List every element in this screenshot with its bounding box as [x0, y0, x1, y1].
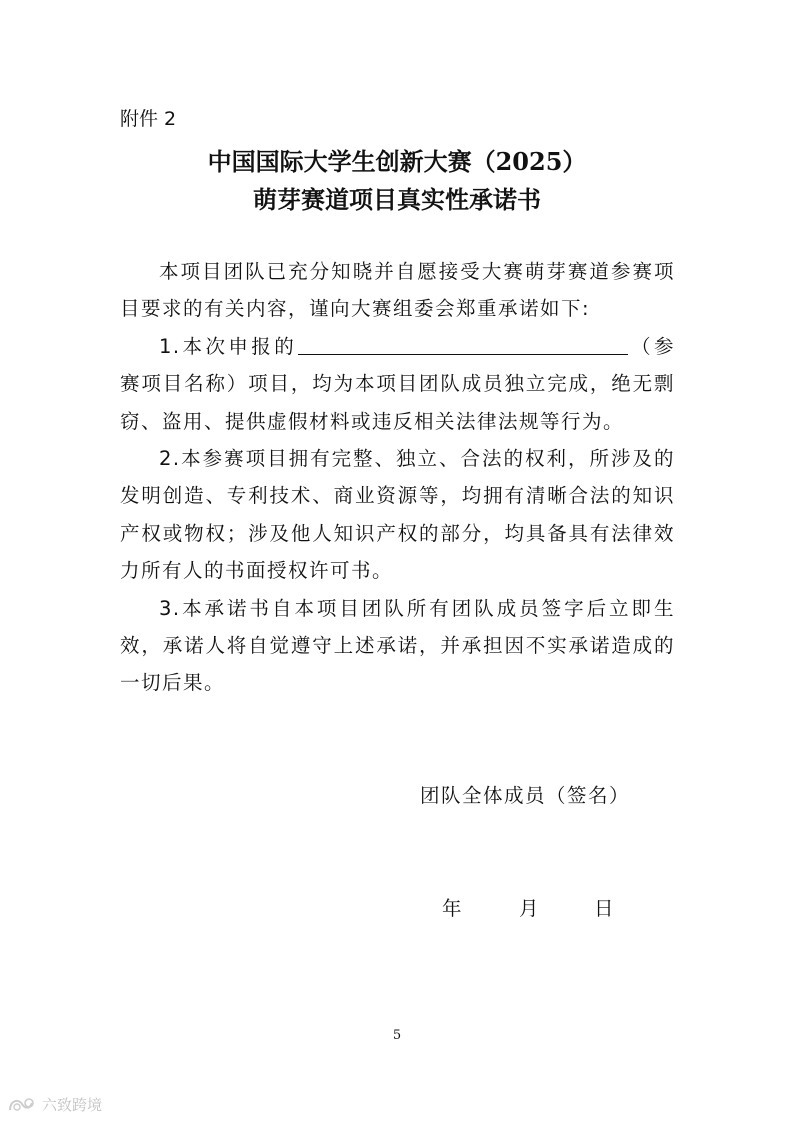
clause-1-prefix: 1.本次申报的 [159, 334, 298, 358]
intro-paragraph: 本项目团队已充分知晓并自愿接受大赛萌芽赛道参赛项目要求的有关内容，谨向大赛组委会郑重承诺如下: [120, 260, 675, 321]
page-number: 5 [392, 1028, 402, 1043]
clause-1 [120, 328, 675, 440]
attachment-label: 附件 2 [120, 108, 177, 130]
watermark-text: 六致跨境 [42, 1096, 103, 1114]
clause-2: 2.本参赛项目拥有完整、独立、合法的权利，所涉及的发明创造、专利技术、商业资源等，均拥有清晰合法的知识产权或物权；涉及他人知识产权的部分，均具备具有法律效力所有人的书面授权许可书。 [120, 447, 675, 583]
pledge-body [120, 253, 675, 702]
date-day: 日 [594, 897, 614, 920]
clause-1-suffix: （参赛项目名称）项目，均为本项目团队成员独立完成，绝无剽窃、盗用、提供虚假材料或违反相关法律法规等行为。 [120, 334, 675, 433]
document-subtitle: 萌芽赛道项目真实性承诺书 [253, 185, 541, 214]
project-name-blank[interactable] [298, 332, 628, 355]
document-title: 中国国际大学生创新大赛（2025） [207, 147, 587, 176]
date-year: 年 [442, 897, 462, 920]
date-line [0, 893, 794, 923]
date-month: 月 [519, 897, 539, 920]
watermark [8, 1094, 102, 1115]
clause-3: 3.本承诺书自本项目团队所有团队成员签字后立即生效，承诺人将自觉遵守上述承诺，并承担因不实承诺造成的一切后果。 [120, 596, 675, 695]
signature-label: 团队全体成员（签名） [420, 784, 631, 807]
logo-icon [8, 1096, 38, 1114]
